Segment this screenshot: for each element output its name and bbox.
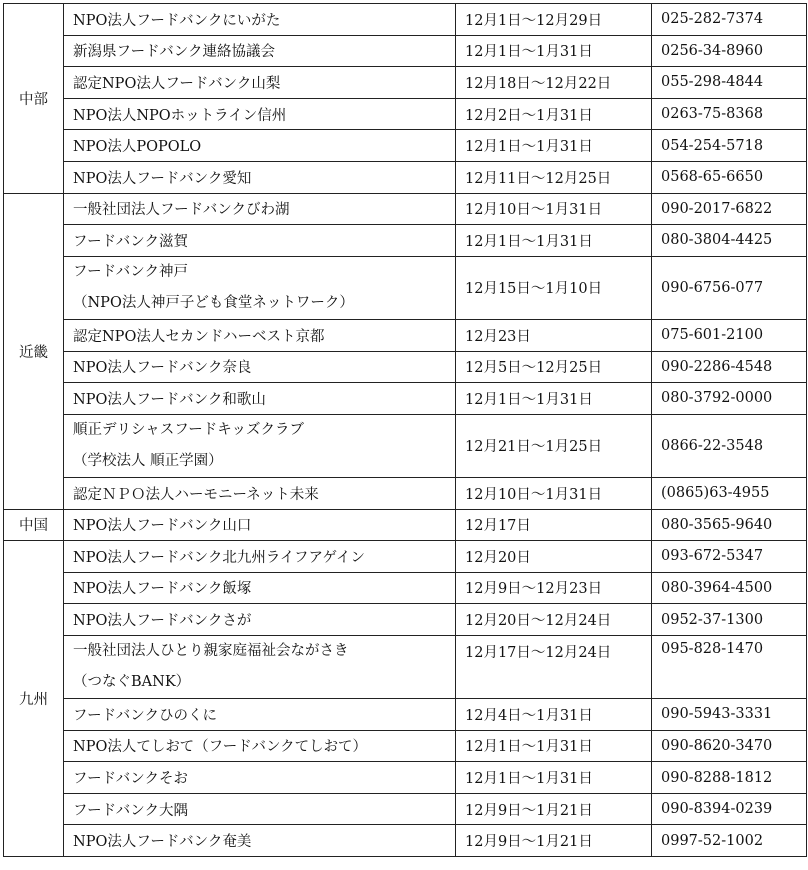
region-cell-kinki: 近畿	[4, 193, 64, 509]
period: 12月21日～1月25日	[456, 414, 652, 477]
table-row	[4, 541, 807, 573]
phone: 090-8620-3470	[652, 730, 807, 762]
period: 12月2日～1月31日	[456, 98, 652, 130]
phone: 080-3792-0000	[652, 383, 807, 415]
table-row	[4, 477, 807, 509]
table-row	[4, 414, 807, 477]
table-row	[4, 256, 807, 319]
period: 12月4日～1月31日	[456, 699, 652, 731]
org-name: NPO法人POPOLO	[64, 130, 456, 162]
table-row	[4, 509, 807, 541]
org-name-line1: 順正デリシャスフードキッズクラブ	[73, 421, 304, 438]
period: 12月1日～1月31日	[456, 35, 652, 67]
org-name-line1: 一般社団法人ひとり親家庭福祉会ながさき	[73, 642, 349, 659]
period: 12月17日～12月24日	[456, 635, 652, 698]
phone: 0568-65-6650	[652, 161, 807, 193]
table-row	[4, 699, 807, 731]
table-row	[4, 635, 807, 698]
org-name: フードバンクひのくに	[64, 699, 456, 731]
phone: 090-2017-6822	[652, 193, 807, 225]
phone: 055-298-4844	[652, 67, 807, 99]
phone: 0952-37-1300	[652, 604, 807, 636]
phone: 093-672-5347	[652, 541, 807, 573]
table-row	[4, 98, 807, 130]
period: 12月1日～1月31日	[456, 730, 652, 762]
phone: 080-3804-4425	[652, 225, 807, 257]
phone: 025-282-7374	[652, 4, 807, 36]
phone: 090-6756-077	[652, 256, 807, 319]
phone: 095-828-1470	[652, 635, 807, 698]
phone: 090-5943-3331	[652, 699, 807, 731]
table-row	[4, 825, 807, 857]
table-row	[4, 762, 807, 794]
period: 12月9日～1月21日	[456, 793, 652, 825]
table-row	[4, 319, 807, 351]
phone: 0263-75-8368	[652, 98, 807, 130]
period: 12月5日～12月25日	[456, 351, 652, 383]
period: 12月10日～1月31日	[456, 193, 652, 225]
period: 12月9日～12月23日	[456, 572, 652, 604]
period: 12月23日	[456, 319, 652, 351]
org-name-line2: （つなぐBANK）	[73, 673, 191, 690]
table-row	[4, 193, 807, 225]
org-name: NPO法人フードバンク愛知	[64, 161, 456, 193]
table-row	[4, 793, 807, 825]
org-name: NPO法人てしおて（フードバンクてしおて）	[64, 730, 456, 762]
table-row	[4, 225, 807, 257]
phone: 090-8394-0239	[652, 793, 807, 825]
org-name: 認定NPO法人セカンドハーベスト京都	[64, 319, 456, 351]
phone: 080-3565-9640	[652, 509, 807, 541]
period: 12月15日～1月10日	[456, 256, 652, 319]
table-row	[4, 4, 807, 36]
period: 12月1日～1月31日	[456, 130, 652, 162]
org-name: NPO法人NPOホットライン信州	[64, 98, 456, 130]
period: 12月20日～12月24日	[456, 604, 652, 636]
period: 12月11日～12月25日	[456, 161, 652, 193]
period: 12月10日～1月31日	[456, 477, 652, 509]
org-name: NPO法人フードバンク山口	[64, 509, 456, 541]
table-row	[4, 383, 807, 415]
org-name: NPO法人フードバンク奈良	[64, 351, 456, 383]
region-cell-kyushu: 九州	[4, 541, 64, 857]
table-row	[4, 730, 807, 762]
org-name: フードバンクそお	[64, 762, 456, 794]
period: 12月1日～1月31日	[456, 225, 652, 257]
phone: (0865)63-4955	[652, 477, 807, 509]
table-row	[4, 67, 807, 99]
org-name	[64, 414, 456, 477]
phone: 0866-22-3548	[652, 414, 807, 477]
period: 12月18日～12月22日	[456, 67, 652, 99]
phone: 080-3964-4500	[652, 572, 807, 604]
org-name-line2: （学校法人 順正学園）	[73, 452, 223, 469]
table-row	[4, 161, 807, 193]
period: 12月1日～1月31日	[456, 383, 652, 415]
period: 12月1日～1月31日	[456, 762, 652, 794]
phone: 090-8288-1812	[652, 762, 807, 794]
org-name: 認定NPO法人フードバンク山梨	[64, 67, 456, 99]
org-name	[64, 635, 456, 698]
region-cell-chubu: 中部	[4, 4, 64, 194]
org-name: フードバンク滋賀	[64, 225, 456, 257]
org-name: NPO法人フードバンク和歌山	[64, 383, 456, 415]
org-name: NPO法人フードバンクさが	[64, 604, 456, 636]
org-name: フードバンク大隅	[64, 793, 456, 825]
period: 12月9日～1月21日	[456, 825, 652, 857]
period: 12月20日	[456, 541, 652, 573]
phone: 090-2286-4548	[652, 351, 807, 383]
table-row	[4, 35, 807, 67]
org-name: 認定ＮＰＯ法人ハーモニーネット未来	[64, 477, 456, 509]
phone: 0997-52-1002	[652, 825, 807, 857]
table-row	[4, 572, 807, 604]
org-name: NPO法人フードバンク奄美	[64, 825, 456, 857]
table-row	[4, 351, 807, 383]
food-bank-table	[3, 3, 807, 857]
table-row	[4, 604, 807, 636]
org-name: 一般社団法人フードバンクびわ湖	[64, 193, 456, 225]
org-name: 新潟県フードバンク連絡協議会	[64, 35, 456, 67]
phone: 054-254-5718	[652, 130, 807, 162]
org-name-line1: フードバンク神戸	[73, 263, 188, 280]
period: 12月17日	[456, 509, 652, 541]
phone: 075-601-2100	[652, 319, 807, 351]
org-name	[64, 256, 456, 319]
org-name-line2: （NPO法人神戸子ども食堂ネットワーク）	[73, 294, 354, 311]
table-row	[4, 130, 807, 162]
org-name: NPO法人フードバンク飯塚	[64, 572, 456, 604]
phone: 0256-34-8960	[652, 35, 807, 67]
period: 12月1日～12月29日	[456, 4, 652, 36]
region-cell-chugoku: 中国	[4, 509, 64, 541]
org-name: NPO法人フードバンク北九州ライフアゲイン	[64, 541, 456, 573]
org-name: NPO法人フードバンクにいがた	[64, 4, 456, 36]
